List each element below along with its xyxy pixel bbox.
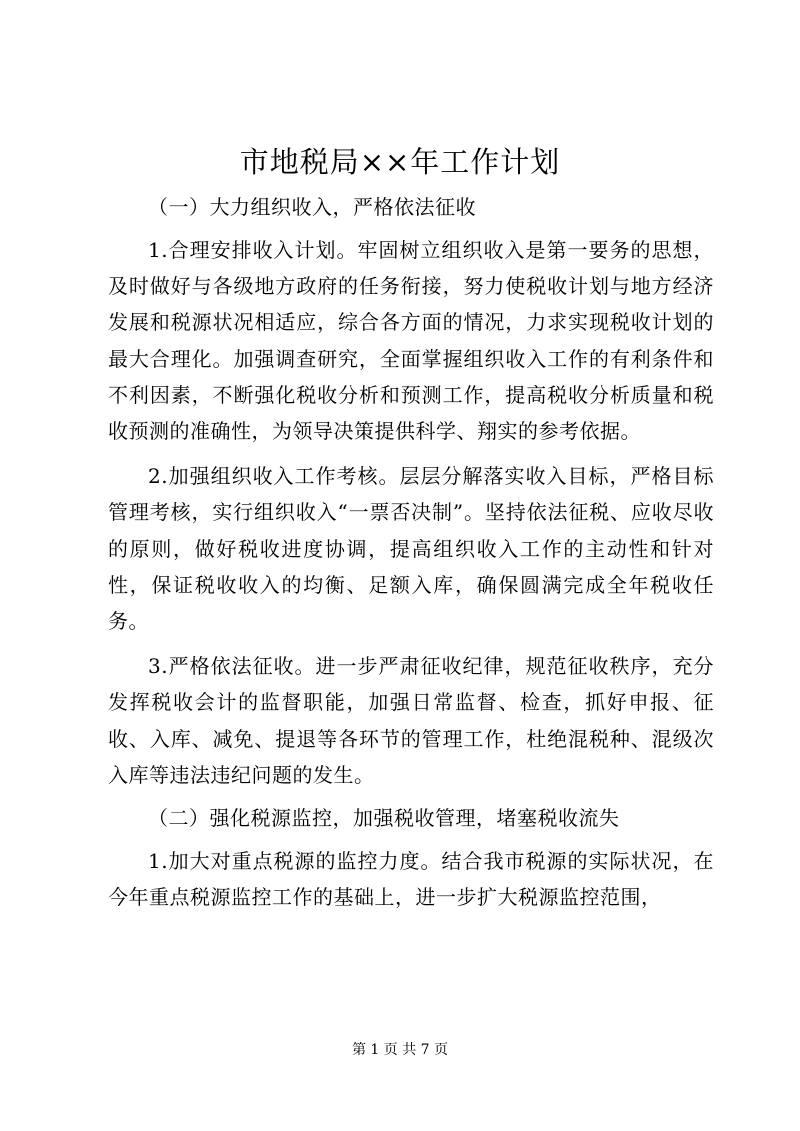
section-heading-2: （二）强化税源监控，加强税收管理，堵塞税收流失 (148, 806, 620, 831)
paragraph-lawful-collection: 3.严格依法征收。进一步严肃征收纪律，规范征收秩序，充分发挥税收会计的监督职能，加强日常监督、检查，抓好申报、征收、入库、减免、提退等各环节的管理工作，杜绝混税种、混级次入库等违法违纪问题的发生。 (108, 654, 714, 787)
paragraph-income-assessment: 2.加强组织收入工作考核。层层分解落实收入目标，严格目标管理考核，实行组织收入“一票否决制”。坚持依法征税、应收尽收的原则，做好税收进度协调，提高组织收入工作的主动性和针对性，保证税收收入的均衡、足额入库，确保圆满完成全年税收任务。 (108, 464, 714, 634)
paragraph-income-plan: 1.合理安排收入计划。牢固树立组织收入是第一要务的思想，及时做好与各级地方政府的任务衔接，努力使税收计划与地方经济发展和税源状况相适应，综合各方面的情况，力求实现税收计划的最大合理化。加强调查研究，全面掌握组织收入工作的有利条件和不利因素，不断强化税收分析和预测工作，提高税收分析质量和税收预测的准确性，为领导决策提供科学、翔实的参考依据。 (108, 238, 714, 444)
document-title: 市地税局××年工作计划 (239, 145, 561, 179)
document-body (108, 191, 714, 924)
paragraph-key-tax-source: 1.加大对重点税源的监控力度。结合我市税源的实际状况，在今年重点税源监控工作的基础上，进一步扩大税源监控范围， (108, 849, 714, 910)
section-heading-1: （一）大力组织收入，严格依法征收 (148, 195, 476, 219)
page-footer: 第 1 页 共 7 页 (351, 1042, 449, 1058)
